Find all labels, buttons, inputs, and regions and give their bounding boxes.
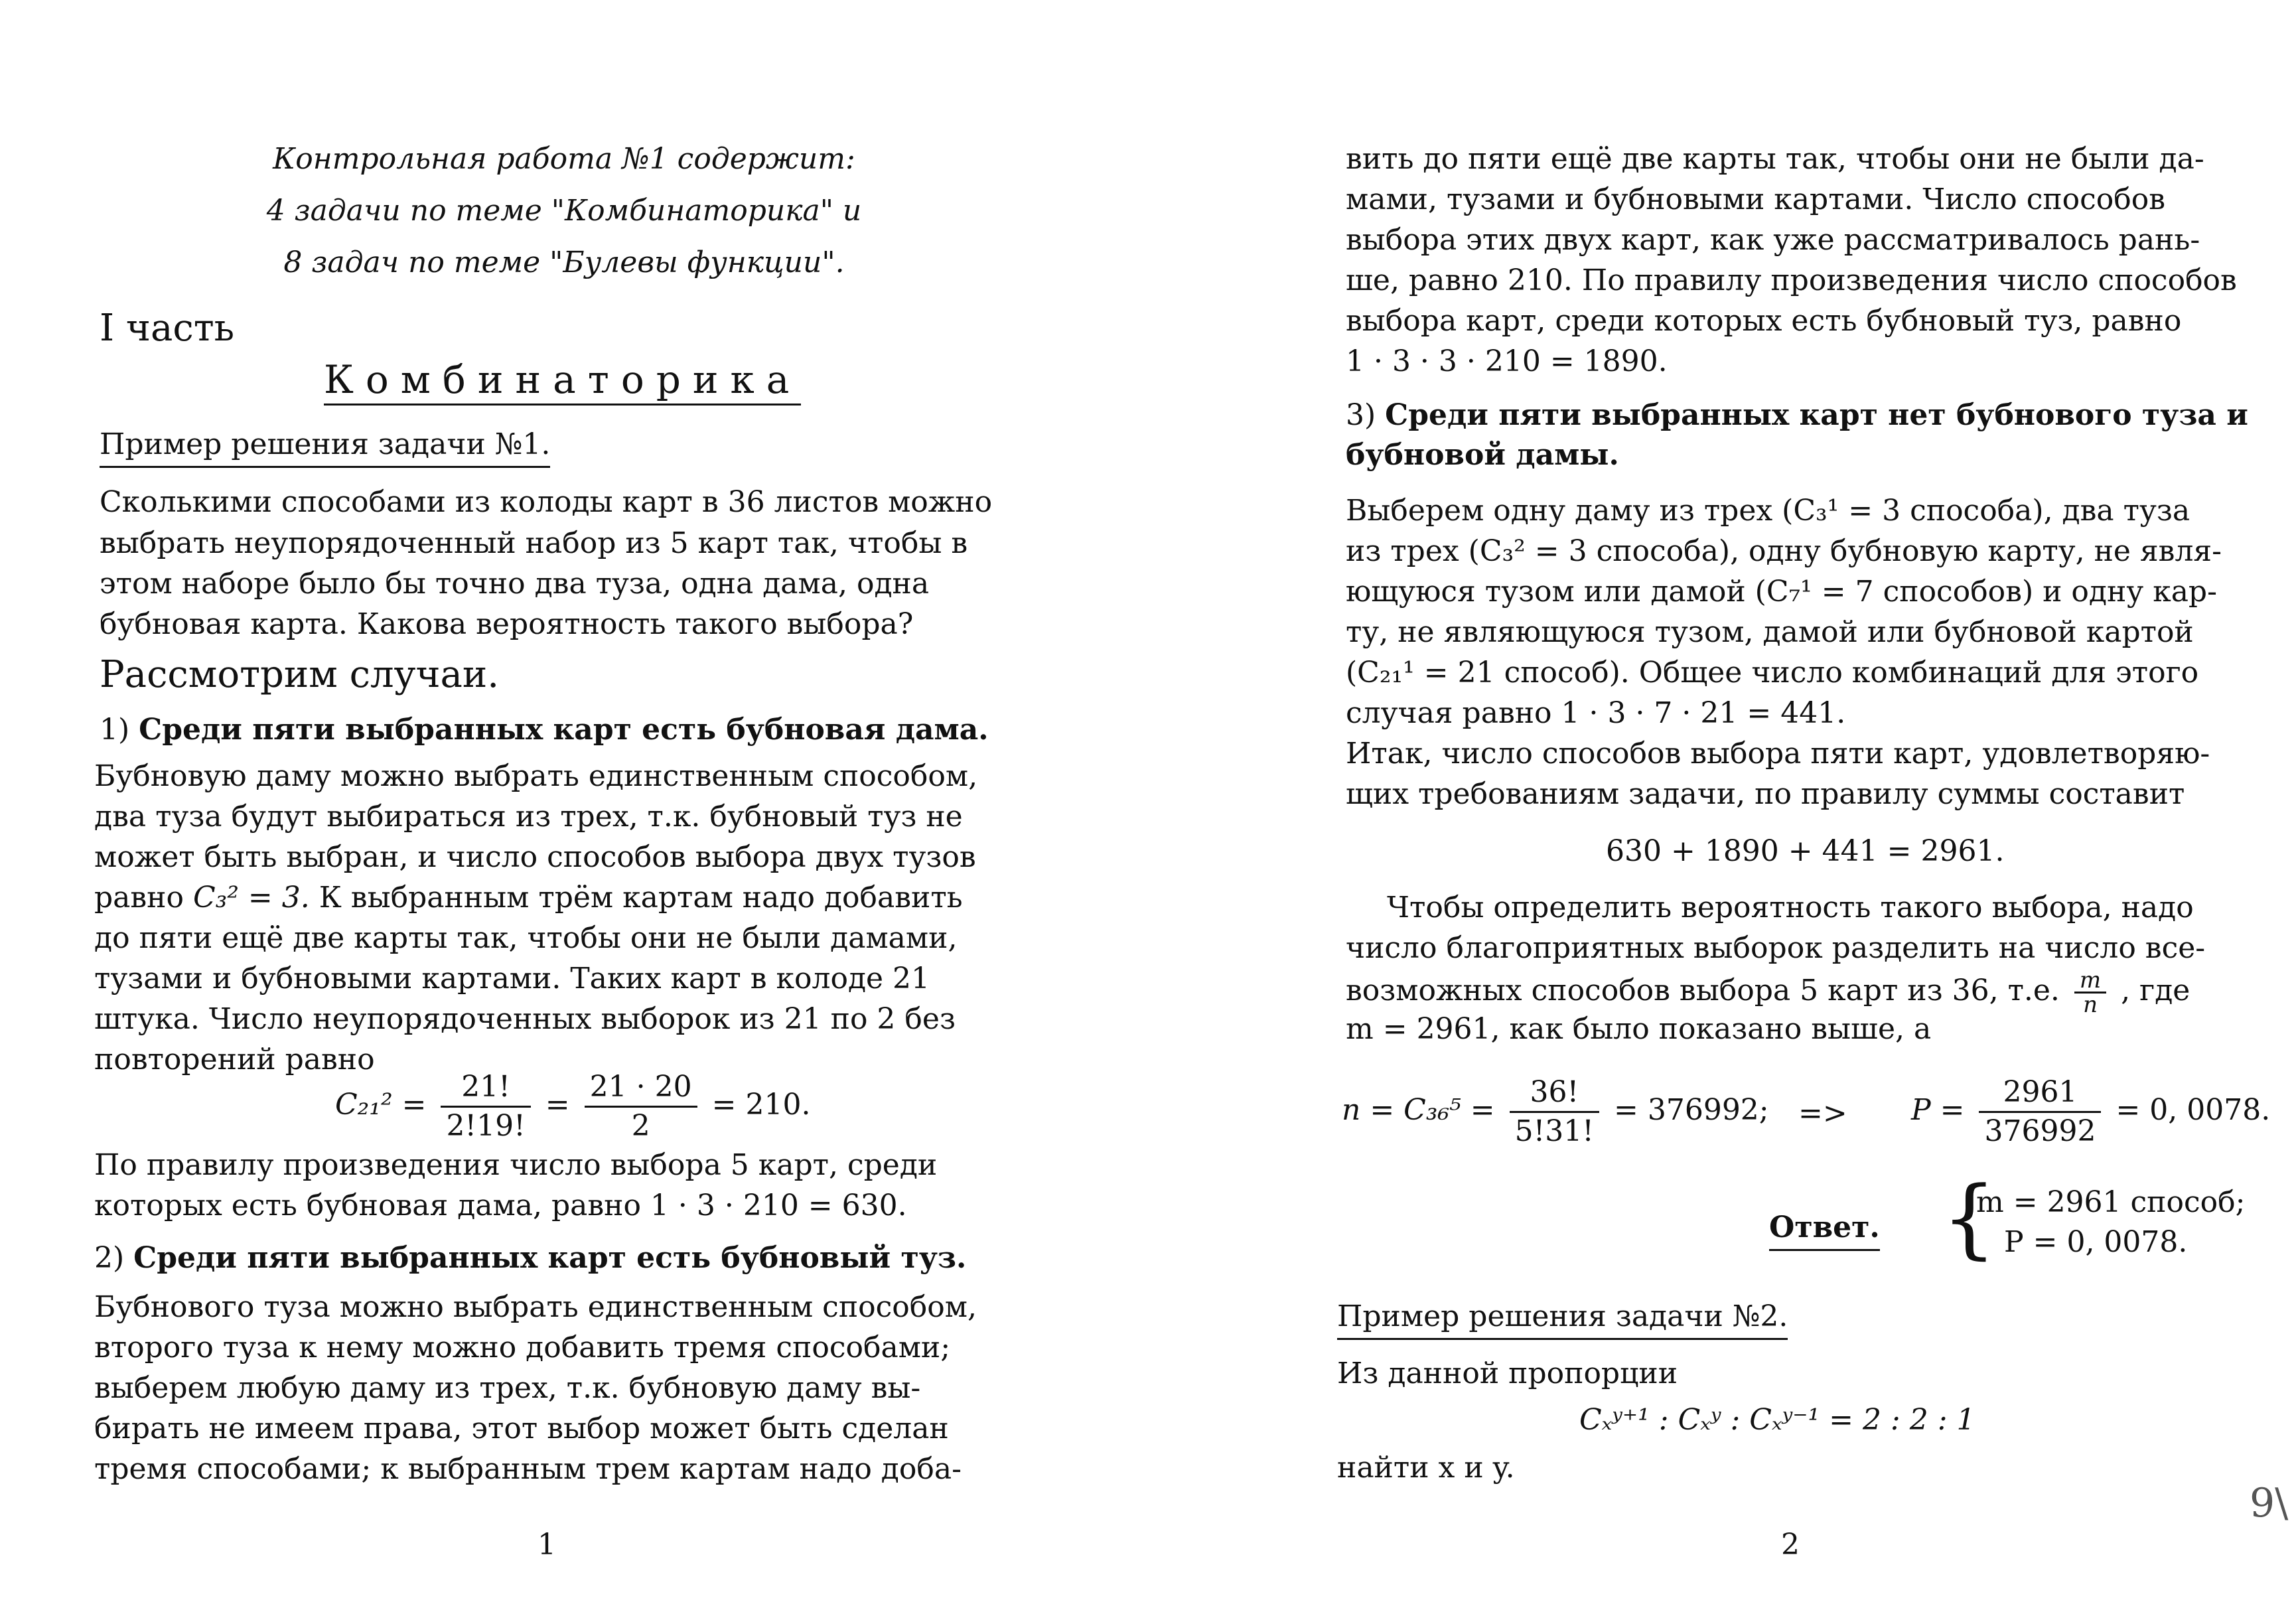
case1-line-2: два туза будут выбираться из трех, т.к. бубновый туз не [94, 800, 963, 834]
case1-line-6: тузами и бубновыми картами. Таких карт в колоде 21 [94, 962, 930, 995]
section-title: Комбинаторика [324, 357, 801, 406]
case1-line-4-formula: C₃² = 3. [193, 881, 310, 915]
formula-n-lhs: n = C₃₆⁵ = [1342, 1093, 1495, 1127]
ex2-find: найти x и y. [1337, 1451, 1515, 1485]
page-number-left: 1 [538, 1528, 556, 1562]
example1-title: Пример решения задачи №1. [100, 425, 550, 468]
frac2-num: 21 · 20 [585, 1069, 697, 1108]
case2-line-4: бирать не имеем права, этот выбор может быть сделан [94, 1412, 949, 1445]
cont-line-3: выбора этих двух карт, как уже рассматривалось рань- [1346, 223, 2200, 257]
formula-p [1911, 1074, 2270, 1150]
ex2-intro: Из данной пропорции [1337, 1357, 1678, 1390]
problem-line-2: выбрать неупорядоченный набор из 5 карт так, чтобы в [100, 526, 968, 560]
case2-line-3: выберем любую даму из трех, т.к. бубновую даму вы- [94, 1371, 921, 1405]
case1-line-3: может быть выбран, и число способов выбора двух тузов [94, 840, 976, 874]
case2-heading [94, 1238, 966, 1278]
formula-p-rhs: = 0, 0078. [2116, 1093, 2271, 1127]
part-label: I часть [100, 307, 235, 350]
formula-n-rhs: = 376992; [1613, 1093, 1769, 1127]
cont-line-5: выбора карт, среди которых есть бубновый туз, равно [1346, 304, 2182, 338]
prob-line-4: m = 2961, как было показано выше, а [1346, 1012, 1932, 1046]
formula-c21-lhs: C₂₁² = [335, 1088, 427, 1122]
answer-label: Ответ. [1769, 1208, 1880, 1251]
case3-heading-1 [1346, 396, 2248, 435]
sum-formula: 630 + 1890 + 441 = 2961. [1606, 834, 2005, 868]
answer-line-2: P = 0, 0078. [2004, 1225, 2188, 1259]
prob-line-1: Чтобы определить вероятность такого выбора, надо [1387, 891, 2194, 924]
prob-line-3-a: возможных способов выбора 5 карт из 36, т.е. [1346, 974, 2060, 1007]
case3-title-1: Среди пяти выбранных карт нет бубнового туза и [1385, 398, 2248, 432]
frac1-num: 21! [441, 1069, 530, 1108]
sum-line-1: Итак, число способов выбора пяти карт, удовлетворяю- [1346, 737, 2210, 771]
problem-line-3: этом наборе было бы точно два туза, одна дама, одна [100, 567, 930, 601]
case1-result-2: которых есть бубновая дама, равно 1 · 3 · 210 = 630. [94, 1189, 907, 1222]
prob-frac-num: m [2074, 969, 2106, 994]
prob-frac-den: n [2083, 992, 2098, 1018]
cont-line-2: мами, тузами и бубновыми картами. Число способов [1346, 183, 2166, 216]
cont-line-6: 1 · 3 · 3 · 210 = 1890. [1346, 344, 1668, 378]
case1-line-5: до пяти ещё две карты так, чтобы они не были дамами, [94, 921, 958, 955]
formula-p-lhs: P = [1911, 1093, 1965, 1127]
prob-fraction [2074, 969, 2106, 1016]
example2-title: Пример решения задачи №2. [1337, 1297, 1788, 1340]
formula-c21 [335, 1069, 810, 1145]
case1-heading [100, 710, 989, 750]
formula-c21-rhs: = 210. [711, 1088, 811, 1122]
case1-line-4-a: равно [94, 881, 184, 915]
problem-line-4: бубновая карта. Какова вероятность такого выбора? [100, 607, 914, 641]
cont-line-1: вить до пяти ещё две карты так, чтобы они не были да- [1346, 142, 2204, 176]
answer-brace: { [1942, 1167, 1997, 1268]
ex2-formula: Cₓʸ⁺¹ : Cₓʸ : Cₓʸ⁻¹ = 2 : 2 : 1 [1579, 1403, 1975, 1437]
formula-p-den: 376992 [1984, 1114, 2096, 1148]
problem-line-1: Сколькими способами из колоды карт в 36 листов можно [100, 485, 993, 519]
case3-line-1: Выберем одну даму из трех (C₃¹ = 3 способа), два туза [1346, 494, 2190, 528]
case3-title-2: бубновой дамы. [1346, 438, 1619, 472]
implies-arrow: => [1798, 1096, 1847, 1130]
case3-number: 3) [1346, 398, 1376, 432]
case2-title: Среди пяти выбранных карт есть бубновый туз. [133, 1241, 967, 1275]
formula-p-frac [1979, 1074, 2101, 1150]
formula-n [1342, 1074, 1769, 1150]
case2-line-1: Бубнового туза можно выбрать единственным способом, [94, 1290, 977, 1324]
case1-result-1: По правилу произведения число выбора 5 карт, среди [94, 1148, 938, 1182]
case1-line-4-b: К выбранным трём картам надо добавить [319, 881, 963, 915]
page-number-right: 2 [1781, 1528, 1800, 1562]
cont-line-4: ше, равно 210. По правилу произведения число способов [1346, 263, 2237, 297]
prob-line-3-b: , где [2121, 974, 2190, 1007]
case1-line-7: штука. Число неупорядоченных выборок из 21 по 2 без [94, 1002, 956, 1036]
case3-line-3: ющуюся тузом или дамой (C₇¹ = 7 способов) и одну кар- [1346, 575, 2217, 609]
case1-line-8: повторений равно [94, 1043, 375, 1076]
case3-line-5: (C₂₁¹ = 21 способ). Общее число комбинаций для этого [1346, 656, 2199, 690]
case2-line-2: второго туза к нему можно добавить тремя способами; [94, 1331, 951, 1364]
formula-p-num: 2961 [1979, 1074, 2101, 1113]
case3-line-6: случая равно 1 · 3 · 7 · 21 = 441. [1346, 696, 1846, 730]
formula-n-num: 36! [1510, 1074, 1599, 1113]
formula-c21-frac1 [441, 1069, 530, 1145]
formula-n-den: 5!31! [1514, 1114, 1594, 1148]
case3-line-4: ту, не являющуюся тузом, дамой или бубновой картой [1346, 615, 2194, 649]
formula-c21-frac2 [585, 1069, 697, 1145]
case1-line-4 [94, 878, 963, 918]
intro-line-1: Контрольная работа №1 содержит: [273, 142, 855, 176]
case2-line-5: тремя способами; к выбранным трем картам надо доба- [94, 1452, 962, 1486]
consider-heading: Рассмотрим случаи. [100, 653, 499, 696]
intro-line-2: 4 задачи по теме "Комбинаторика" и [266, 194, 862, 228]
formula-n-frac [1510, 1074, 1599, 1150]
case3-line-2: из трех (C₃² = 3 способа), одну бубновую карту, не явля- [1346, 534, 2222, 568]
margin-handwritten-mark: 9\ [2250, 1480, 2289, 1526]
prob-line-2: число благоприятных выборок разделить на число все- [1346, 931, 2206, 965]
answer-line-1: m = 2961 способ; [1976, 1185, 2246, 1219]
sum-line-2: щих требованиям задачи, по правилу суммы составит [1346, 777, 2185, 811]
case2-number: 2) [94, 1241, 125, 1275]
formula-c21-eq: = [545, 1088, 570, 1122]
frac1-den: 2!19! [446, 1109, 526, 1143]
intro-line-3: 8 задач по теме "Булевы функции". [283, 246, 845, 279]
case1-line-1: Бубновую даму можно выбрать единственным способом, [94, 759, 978, 793]
case1-number: 1) [100, 713, 130, 747]
case1-title: Среди пяти выбранных карт есть бубновая дама. [139, 713, 989, 747]
frac2-den: 2 [631, 1109, 650, 1143]
page-right [1148, 0, 2296, 1622]
